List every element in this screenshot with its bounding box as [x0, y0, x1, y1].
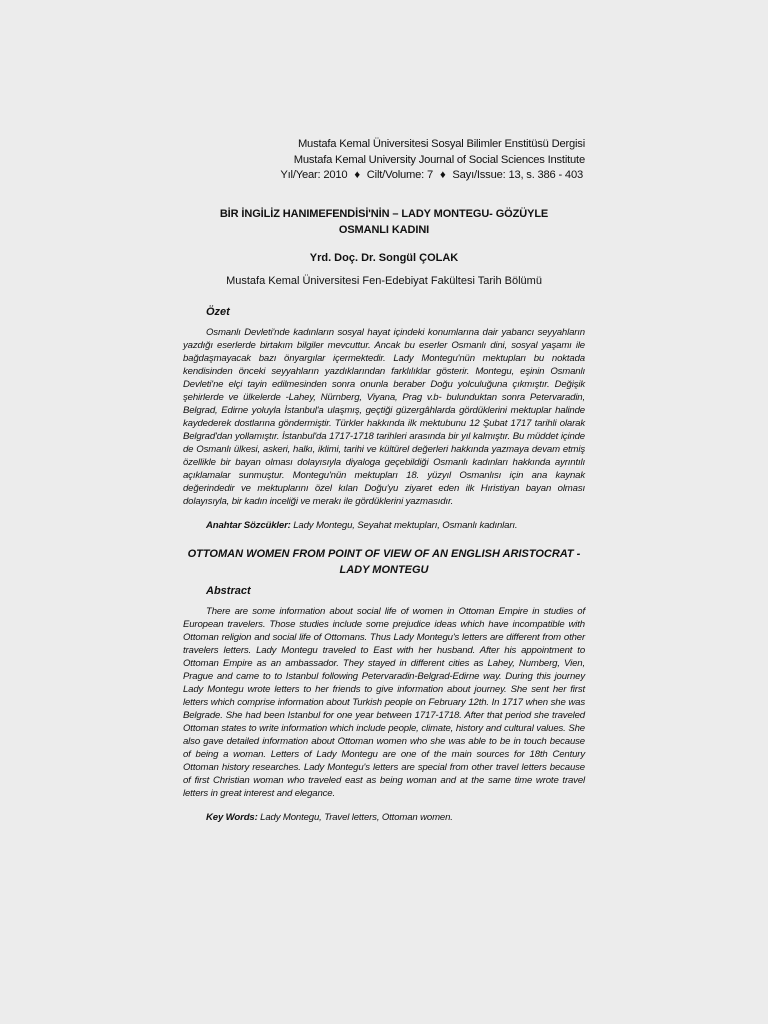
article-title-en	[183, 546, 585, 578]
journal-header	[278, 137, 585, 184]
author-name: Yrd. Doç. Dr. Songül ÇOLAK	[309, 252, 459, 264]
abstract-heading: Abstract	[206, 585, 251, 597]
ozet-body: Osmanlı Devleti'nde kadınların sosyal hayat içindeki konumlarına dair yabancı seyyahların yazdığı eserlerde birtakım bilgiler mevcuttur. Ancak bu eserler Osmanlı dini, sosyal yaşamı ile bağdaşmayacak bazı önyargılar içermektedir. Lady Montegu'nün mektupları bu noktada kendisinden önceki seyyahların yazdıklarından farklılıklar gösterir. Montegu, eşinin Osmanlı Devleti'ne elçi tayin edilmesinden sonra onunla beraber Doğu yolculuğuna çıkmıştır. Değişik şehirlerde ve ülkelerde -Lahey, Nürnberg, Viyana, Prag v.b- bulunduktan sonra Petervaradin, Belgrad, Edirne yoluyla İstanbul'a ulaşmış, geçtiği güzergâhlarda gördüklerini mektuplar halinde kaydederek dostlarına göndermiştir. Türkler hakkında ilk mektubunu 12 Şubat 1717 tarihli olarak Belgrad'dan yollamıştır. İstanbul'da 1717-1718 tarihleri arasında bir yıl kalmıştır. Bu müddet içinde de Osmanlı ülkesi, askeri, halkı, iklimi, tarihi ve kültürel değerleri hakkında yazmaya devam etmiş özellikle bir bayan olması dolayısıyla diyaloga geçebildiği Osmanlı kadınları hakkında ayrıntılı açıklamalar sunmuştur. Montegu'nün mektupları 18. yüzyıl Osmanlısı için ana kaynak değerindedir ve mektuplarını özel kılan Doğu'yu ziyaret eden ilk Hıristiyan bayan olması dolayısıyla, bir kadın inceliği ve merakı ile gördüklerini yazmasıdır.	[183, 327, 585, 507]
title-en-line-1: OTTOMAN WOMEN FROM POINT OF VIEW OF AN ENGLISH ARISTOCRAT -	[187, 548, 581, 560]
keywords-en-text: Lady Montegu, Travel letters, Ottoman women.	[257, 812, 453, 823]
title-en-line-2: LADY MONTEGU	[339, 564, 429, 576]
journal-name-en: Mustafa Kemal University Journal of Social Sciences Institute	[293, 153, 585, 166]
issue-label: Sayı/Issue: 13, s. 386 - 403	[452, 169, 583, 181]
keywords-tr-text: Lady Montegu, Seyahat mektupları, Osmanlı kadınları.	[290, 520, 518, 531]
year-label: Yıl/Year: 2010	[280, 169, 348, 181]
keywords-tr	[206, 519, 586, 532]
journal-name-tr: Mustafa Kemal Üniversitesi Sosyal Bilimler Enstitüsü Dergisi	[297, 138, 585, 150]
keywords-en	[206, 811, 586, 824]
abstract-body: There are some information about social life of women in Ottoman Empire in studies of European travelers. Those studies include some prejudice ideas which have incompatible with Ottoman religion and social life of Ottomans. Thus Lady Montegu's letters are different from other travelers letters. Lady Montegu traveled to East with her husband. After his appointment to Ottoman Empire as an ambassador. They stayed in different cities as Lahey, Numberg, Vien, Prague and came to to Istanbul following Petervaradin-Belgrad-Edirne way. During this journey Lady Montegu wrote letters to her friends to give information about journey. She sent her first letters which comprise information about Turkish people on February 12th. In 1717 when she was Belgrade. She had been Istanbul for one year between 1717-1718. After that period she traveled Ottoman states to write information which include people, climate, history and cultural values. She also gave detailed information about Ottoman women who she was able to be in touch because of being a woman. Letters of Lady Montegu are one of the main sources for 18th Century Ottoman history researches. Lady Montegu's letters are special from other travel letters because of first Christian woman who traveled east as being woman and at the same time wrote travel letters in great interest and elegance.	[183, 606, 585, 799]
issue-meta	[278, 168, 585, 184]
title-tr-line-1: BİR İNGİLİZ HANIMEFENDİSİ'NİN – LADY MONTEGU- GÖZÜYLE	[219, 208, 549, 220]
volume-label: Cilt/Volume: 7	[366, 169, 434, 181]
keywords-tr-label: Anahtar Sözcükler:	[206, 520, 291, 531]
diamond-separator-icon: ♦	[354, 169, 360, 181]
keywords-en-label: Key Words:	[206, 812, 258, 823]
title-tr-line-2: OSMANLI KADINI	[338, 224, 430, 236]
ozet-heading: Özet	[206, 306, 230, 318]
author-affiliation: Mustafa Kemal Üniversitesi Fen-Edebiyat Fakültesi Tarih Bölümü	[226, 275, 542, 287]
article-title-tr	[183, 206, 585, 238]
diamond-separator-icon: ♦	[439, 169, 446, 181]
